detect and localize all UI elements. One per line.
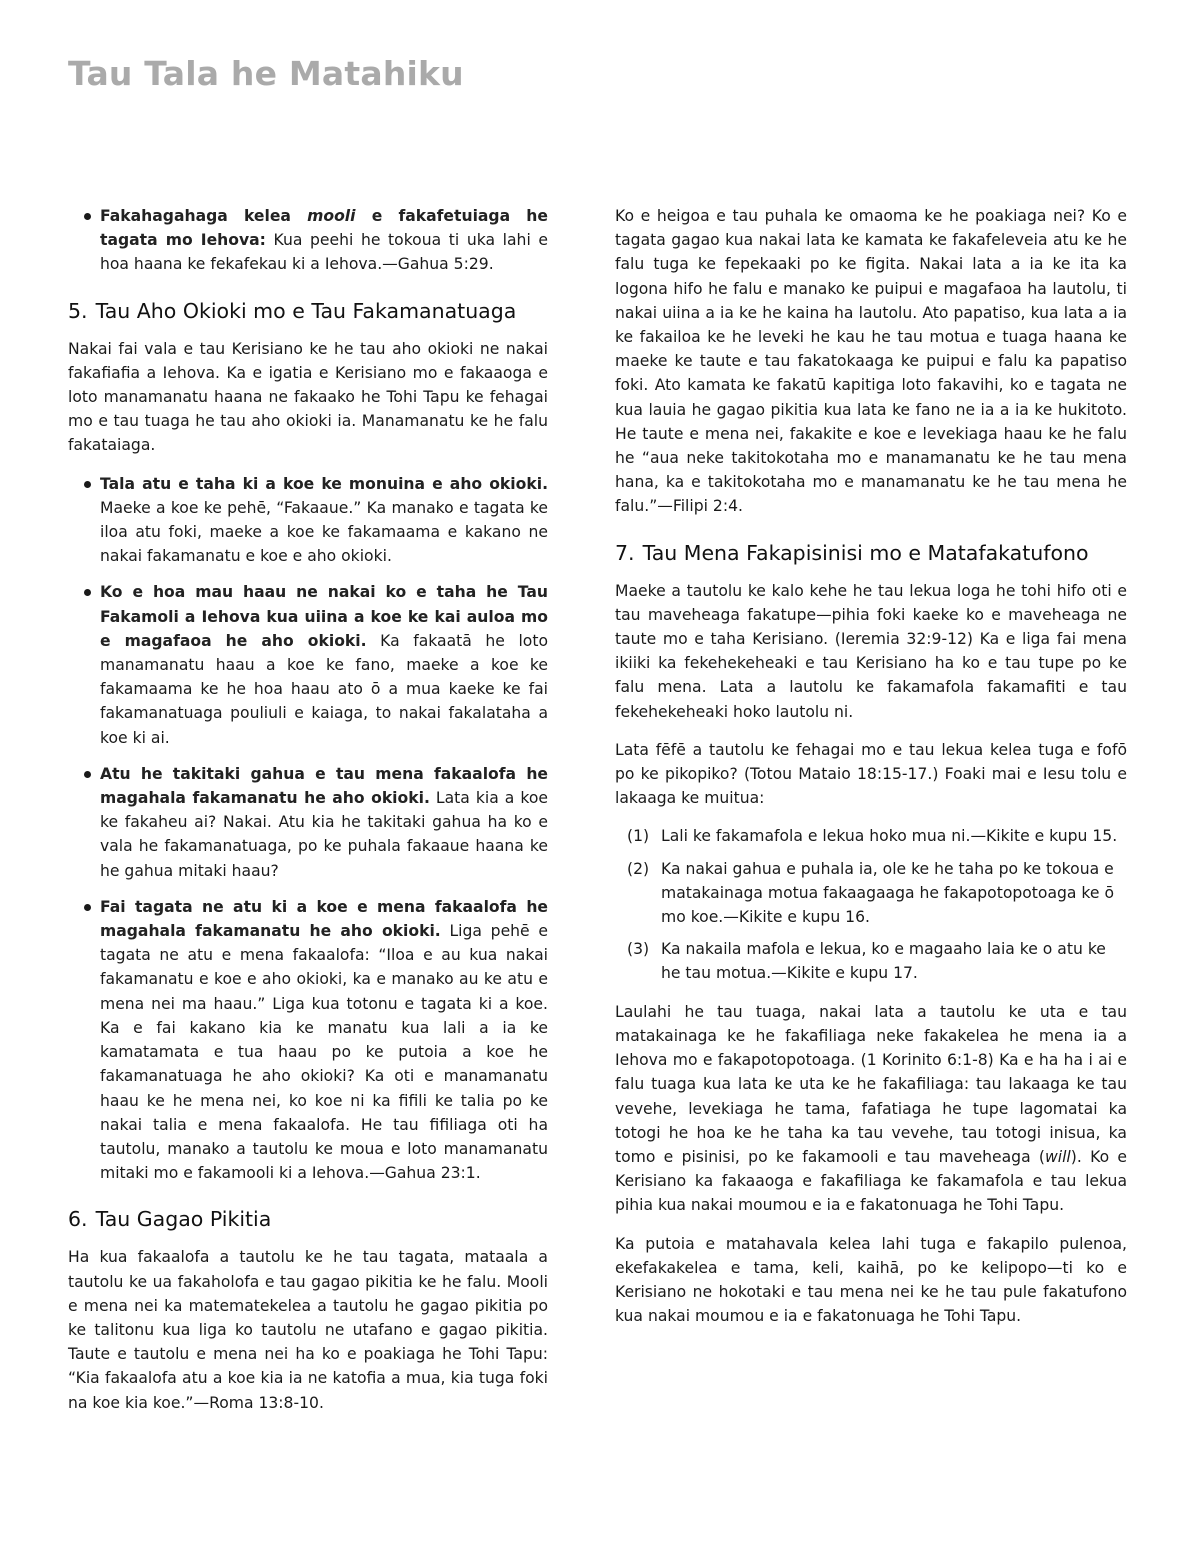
- intro-bullet-list: [68, 204, 548, 277]
- bullet-icon: [84, 904, 91, 911]
- step-marker: (1): [627, 827, 650, 846]
- section-5-bullets: [68, 472, 548, 1186]
- bullet-lead: Atu he takitaki gahua e tau mena fakaalofa he magahala fakamanatu he aho okioki.: [100, 764, 548, 808]
- section-7-paragraph-4: Ka putoia e matahavala kelea lahi tuga e fakapilo pulenoa, ekefakakelea e tama, keli, kaihā, po ke kelipopo—ti ko e Kerisiano ne hokotaki e tau mena nei ke he tau pule fakatufono kua nakai moumou e ia e fakatonuaga he Tohi Tapu.: [615, 1234, 1127, 1326]
- steps-list: [615, 824, 1127, 985]
- bullet-text: Maeke a koe ke pehē, “Fakaaue.” Ka manako e tagata ke iloa atu foki, maeke a koe ke fakamaama e kakano ne nakai fakamanatu e koe e aho okioki.: [100, 498, 548, 566]
- bullet-text: Lata kia a koe ke fakaheu ai? Nakai. Atu kia he takitaki gahua ha ko e vala he fakamanatuaga, po ke puhala fakaaue haana ke he gahua mitaki haau?: [100, 789, 548, 880]
- section-6-continued: Ko e heigoa e tau puhala ke omaoma ke he poakiaga nei? Ko e tagata gagao kua nakai lata ke kamata ke fakafeleveia atu ke he falu tuga ke fepekaaki po ke figita. Nakai lata a ia ke ita ka logona hifo he falu e manako ke puipui e magafaoa ha lautolu, ti nakai uiina a ia ke he kaina ha lautolu. Ato papatiso, kua lata a ia ke fakailoa ke he leveki he kau he tau motua e tuaga haana ke maeke ke taute e tau fakatokaaga ke puipui e falu ka papatiso foki. Ato kamata ke fakatū kapitiga loto fakavihi, ko e tagata ne kua lauia he gagao pikitia kua lata ke fano ne ia a ia ke hukitoto. He taute e mena nei, fakakite e koe e levekiaga haau ke he falu he “aua neke takitokotaha mo e manamanatu ke he tau mena hana, ka e takitokotaha mo e manamanatu ke he tau mena he falu.”—Filipi 2:4.: [615, 207, 1127, 516]
- bullet-item: [68, 895, 548, 1185]
- step-item: [627, 824, 1127, 848]
- bullet-item: [68, 204, 548, 277]
- step-text: Lali ke fakamafola e lekua hoko mua ni.—Kikite e kupu 15.: [661, 827, 1118, 846]
- bullet-icon: [84, 771, 91, 778]
- section-heading-5: 5. Tau Aho Okioki mo e Tau Fakamanatuaga: [68, 298, 517, 323]
- bullet-lead: Fakahagahaga kelea mooli e fakafetuiaga he tagata mo Iehova:: [100, 207, 548, 250]
- section-5-intro: Nakai fai vala e tau Kerisiano ke he tau aho okioki ne nakai fakafiafia a Iehova. Ka e igatia e Kerisiano mo e fakaaoga e loto manamanatu haana ne fakaako he Tohi Tapu ke fehagai mo e tau tuaga he tau aho okioki ia. Manamanatu ke he falu fakataiaga.: [68, 339, 548, 455]
- section-7-paragraph-2: Lata fēfē a tautolu ke fehagai mo e tau lekua kelea tuga e fofō po ke pikopiko? (Totou Mataio 18:15-17.) Foaki mai e Iesu tolu e lakaaga ke muitua:: [615, 740, 1127, 808]
- bullet-item: [68, 762, 548, 883]
- section-6-body: Ha kua fakaalofa a tautolu ke he tau tagata, mataala a tautolu ke ua fakaholofa e tau gagao pikitia ke he falu. Mooli e mena nei ka matematekelea a tautolu he gagao pikitia po ke talitonu kua liga ko tautolu ne utafano e gagao pikitia. Taute e tautolu e mena nei ha ko e poakiaga he Tohi Tapu: “Kia fakaalofa atu a koe kia ia ne katofia a mua, kia tuga foki na koe kia koe.”—Roma 13:8-10.: [68, 1248, 548, 1412]
- bullet-text: Ka fakaatā he loto manamanatu haau a koe ke fano, maeke a koe ke fakamaama ke he hoa haau ato ō a mua kaeke ke fai fakamanatuaga pouliuli e kaiaga, to nakai fakalataha a koe ki ai.: [100, 631, 548, 747]
- section-7-paragraph-3: Laulahi he tau tuaga, nakai lata a tautolu ke uta e tau matakainaga ke he fakafiliaga neke fakakelea he mena ia a Iehova mo e fakapotopotoaga. (1 Korinito 6:1-8) Ka e ha ha i ai e falu tuaga kua lata ke uta ke he fakafiliaga: tau lakaaga ke tau vevehe, levekiaga he tama, fafatiaga he tupe lagomatai ka totogi he hoa ke he taha ka tau vevehe, tau totogi inisua, ka tomo e pisinisi, po ke fakamooli e tau maveheaga (will). Ko e Kerisiano ka fakaaoga e fakafiliaga ke fakamafola e tau lekua pihia kua nakai moumou e ia e fakatonuaga he Tohi Tapu.: [615, 1002, 1127, 1215]
- step-text: Ka nakai gahua e puhala ia, ole ke he taha po ke tokoua e matakainaga motua fakaagaaga he fakapotopotoaga ke ō mo koe.—Kikite e kupu 16.: [661, 859, 1114, 927]
- bullet-item: [68, 580, 548, 749]
- step-marker: (2): [627, 859, 650, 878]
- section-heading-6: 6. Tau Gagao Pikitia: [68, 1207, 272, 1232]
- bullet-text: Liga pehē e tagata ne atu e mena fakaalofa: “Iloa e au kua nakai fakamanatu e koe e aho okioki, ka e manako au ke atu e mena nei ma haau.” Liga kua totonu e tagata ki a koe. Ka e fai kakano kia ke manatu kua lali a ia ke kamatamata e tua haau po ke putoia a koe he fakamanatuaga he aho okioki? Ka oti e manamanatu haau ke he mena nei, ko koe ni ka fifili ke talia po ke nakai talia e mena fakaalofa. He tau fifiliaga oti ha tautolu, manako a tautolu ke moua e loto manamanatu mitaki mo e fakamooli ki a Iehova.—Gahua 23:1.: [100, 922, 548, 1183]
- page-title: Tau Tala he Matahiku: [68, 54, 464, 93]
- bullet-lead: Ko e hoa mau haau ne nakai ko e taha he Tau Fakamoli a Iehova kua uiina a koe ke kai auloa mo e magafaoa he aho okioki.: [100, 583, 548, 650]
- step-item: [627, 857, 1127, 930]
- bullet-icon: [84, 213, 91, 220]
- step-item: [627, 937, 1127, 985]
- right-column: [615, 204, 1127, 1342]
- left-column: [68, 204, 548, 1429]
- bullet-icon: [84, 481, 91, 488]
- bullet-icon: [84, 589, 91, 596]
- bullet-item: [68, 472, 548, 569]
- bullet-lead: Tala atu e taha ki a koe ke monuina e aho okioki.: [100, 474, 548, 493]
- section-heading-7: 7. Tau Mena Fakapisinisi mo e Matafakatufono: [615, 540, 1089, 565]
- bullet-text: Kua peehi he tokoua ti uka lahi e hoa haana ke fekafekau ki a Iehova.—Gahua 5:29.: [100, 231, 548, 274]
- step-marker: (3): [627, 940, 650, 959]
- bullet-lead: Fai tagata ne atu ki a koe e mena fakaalofa he magahala fakamanatu he aho okioki.: [100, 897, 548, 941]
- step-text: Ka nakaila mafola e lekua, ko e magaaho laia ke o atu ke he tau motua.—Kikite e kupu 17.: [661, 940, 1106, 983]
- section-7-paragraph-1: Maeke a tautolu ke kalo kehe he tau lekua loga he tohi hifo oti e tau maveheaga fakatupe—pihia foki kaeke ko e maveheaga ne taute mo e taha Kerisiano. (Ieremia 32:9-12) Ka e liga fai mena ikiiki ka fekehekeheaki e tau Kerisiano ha ko e tau tupe po ke falu mena. Lata a lautolu ke fakamafola fakamafiti e tau fekehekeheaki hoko lautolu ni.: [615, 581, 1127, 721]
